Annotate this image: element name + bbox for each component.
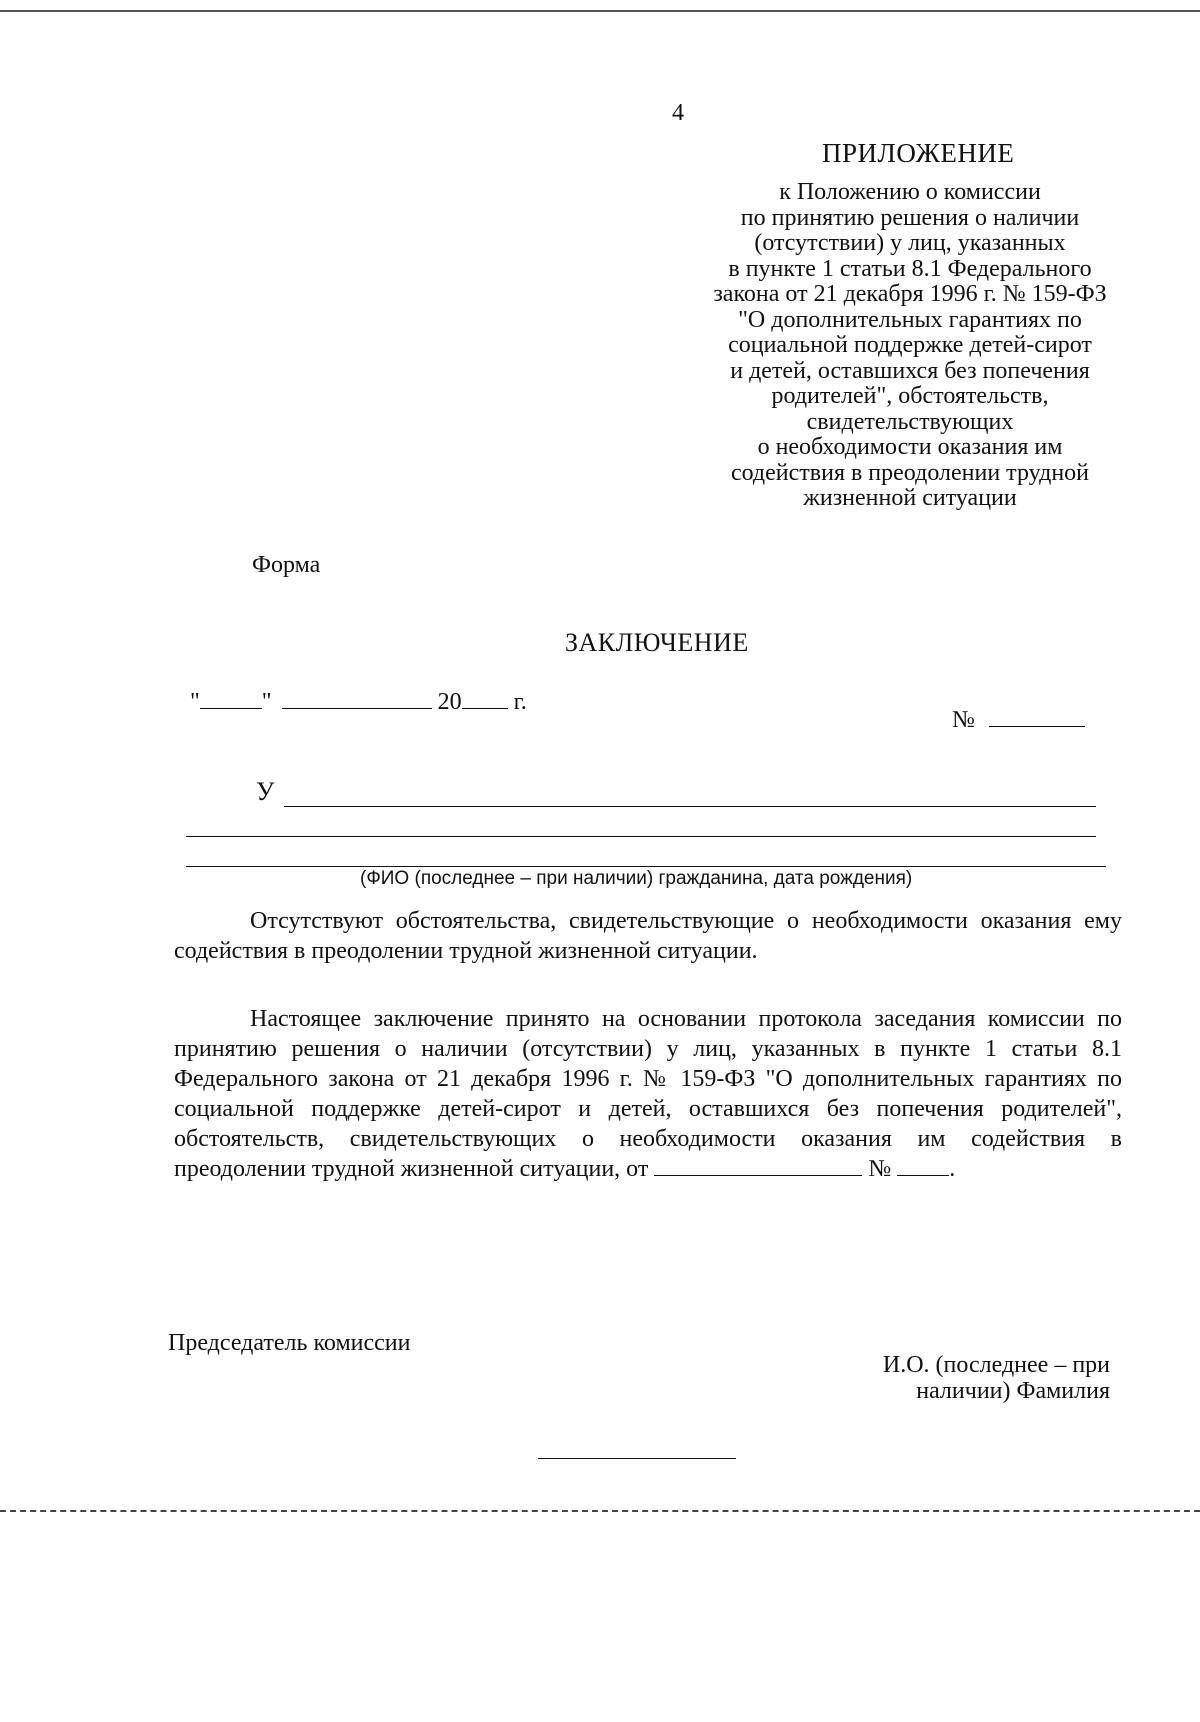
- appendix-line: (отсутствии) у лиц, указанных: [754, 230, 1066, 256]
- appendix-line: "О дополнительных гарантиях по: [738, 306, 1082, 333]
- year-blank-field[interactable]: [462, 686, 508, 709]
- recipient-blank-line-2[interactable]: [186, 836, 1096, 837]
- date-open-quote: ": [190, 689, 200, 715]
- paragraph-absence-text: Отсутствуют обстоятельства, свидетельствующие о необходимости оказания ему содействия в преодолении трудной жизненной ситуации.: [174, 908, 1122, 964]
- date-field-row: [190, 686, 527, 716]
- scan-edge-bottom: [0, 1510, 1200, 1512]
- year-prefix: 20: [437, 689, 462, 715]
- recipient-blank-line-3[interactable]: [186, 866, 1106, 867]
- appendix-line: по принятию решения о наличии: [740, 204, 1080, 231]
- appendix-line: и детей, оставшихся без попечения: [730, 357, 1090, 384]
- chairman-label: Председатель комиссии: [168, 1330, 411, 1356]
- paragraph-basis-text: Настоящее заключение принято на основании протокола заседания комиссии по принятию решения о наличии (отсутствии) у лиц, указанных в пункте 1 статьи 8.1 Федерального закона от 21 декабря 1996 г. № 159-ФЗ "О дополнительных гарантиях по социальной поддержке детей-сирот и детей, оставшихся без попечения родителей", обстоятельств, свидетельствующих о необходимости оказания им содействия в преодолении трудной жизненной ситуации, от: [174, 1006, 1122, 1182]
- fio-caption: (ФИО (последнее – при наличии) гражданина, дата рождения): [360, 868, 913, 889]
- signer-line-2: наличии) Фамилия: [916, 1378, 1110, 1404]
- paragraph-basis: [174, 1004, 1122, 1184]
- day-blank-field[interactable]: [200, 686, 262, 709]
- month-blank-field[interactable]: [282, 686, 432, 709]
- appendix-line: свидетельствующих: [806, 408, 1014, 435]
- document-number-blank-field[interactable]: [989, 704, 1085, 727]
- appendix-line: жизненной ситуации: [803, 485, 1017, 511]
- recipient-prefix: У: [256, 777, 275, 806]
- appendix-line: о необходимости оказания им: [757, 434, 1063, 460]
- protocol-number-sign: №: [868, 1156, 892, 1182]
- protocol-number-blank-field[interactable]: [897, 1155, 949, 1176]
- end-of-document-rule: [538, 1458, 736, 1459]
- year-suffix: г.: [513, 689, 527, 715]
- appendix-reference: [680, 180, 1140, 512]
- date-close-quote: ": [261, 689, 272, 715]
- page-number: 4: [672, 100, 684, 126]
- recipient-row: [256, 777, 274, 807]
- appendix-title: ПРИЛОЖЕНИЕ: [822, 138, 1015, 168]
- paragraph-end-period: .: [949, 1156, 956, 1182]
- paragraph-absence: [174, 906, 1122, 966]
- document-number-row: [952, 704, 1085, 734]
- recipient-blank-line-1[interactable]: [284, 806, 1096, 807]
- appendix-line: родителей", обстоятельств,: [771, 383, 1049, 409]
- form-label: Форма: [252, 552, 321, 578]
- signer-name-block: [780, 1352, 1110, 1404]
- scan-edge-top: [0, 10, 1200, 12]
- number-sign: №: [952, 707, 975, 733]
- signer-line-1: И.О. (последнее – при: [882, 1352, 1110, 1378]
- appendix-line: закона от 21 декабря 1996 г. № 159-ФЗ: [713, 281, 1107, 307]
- appendix-line: к Положению о комиссии: [779, 179, 1041, 205]
- appendix-line: социальной поддержке детей-сирот: [728, 332, 1092, 358]
- protocol-date-blank-field[interactable]: [654, 1155, 862, 1176]
- appendix-line: содействия в преодолении трудной: [730, 459, 1090, 486]
- document-title: ЗАКЛЮЧЕНИЕ: [565, 628, 749, 657]
- appendix-line: в пункте 1 статьи 8.1 Федерального: [728, 255, 1092, 282]
